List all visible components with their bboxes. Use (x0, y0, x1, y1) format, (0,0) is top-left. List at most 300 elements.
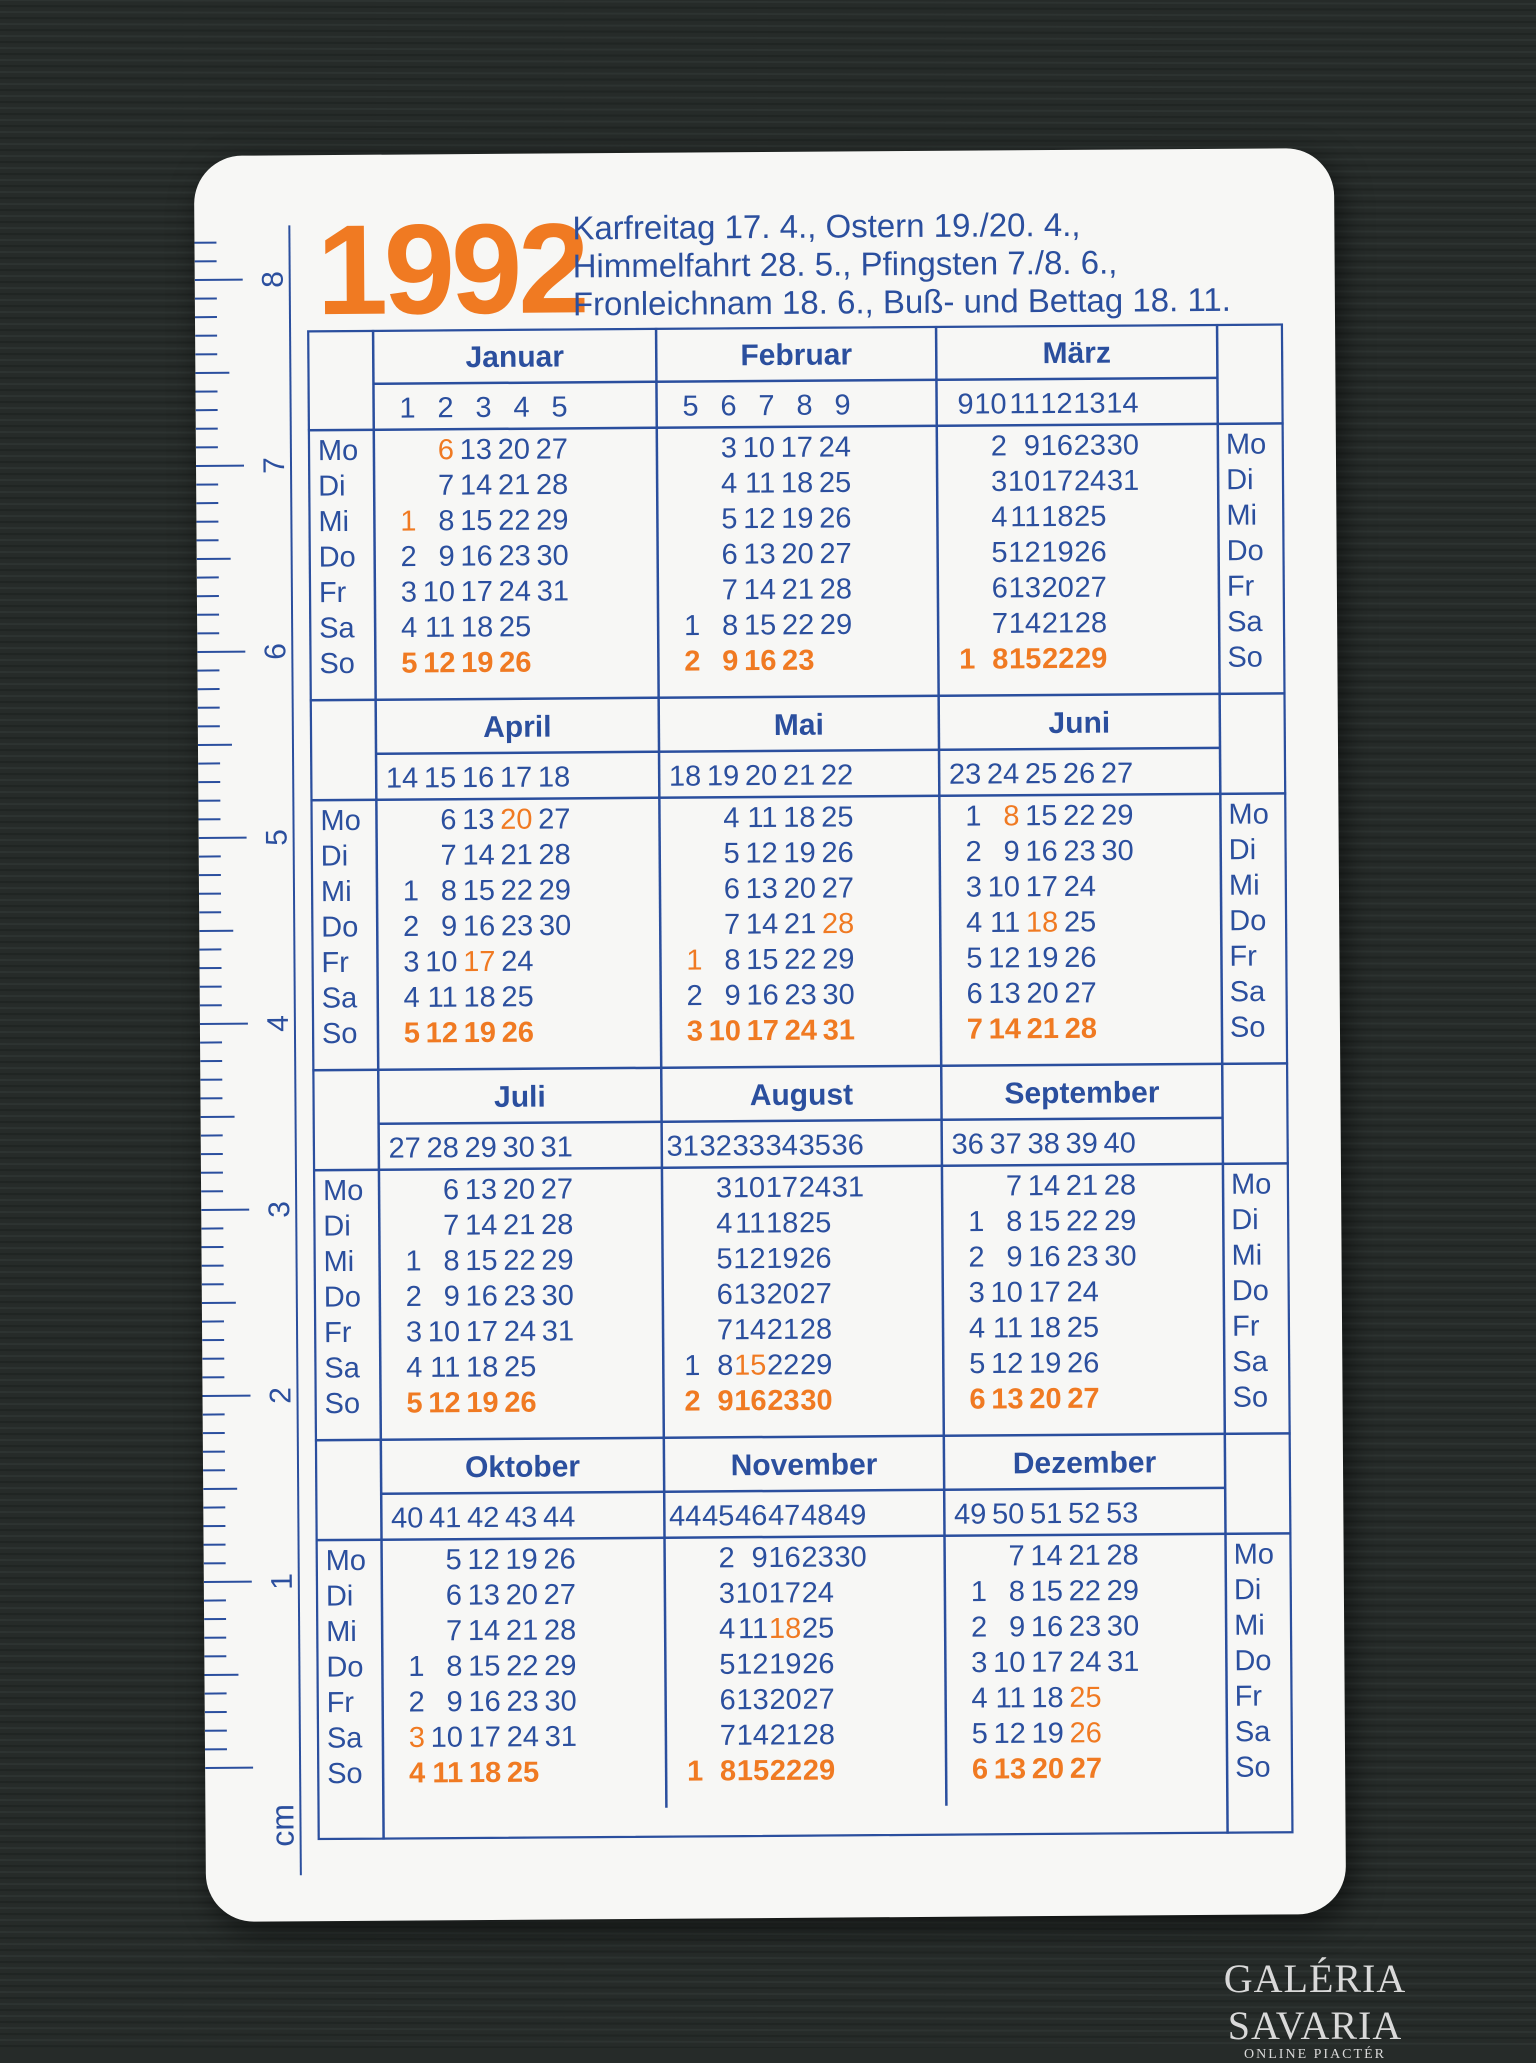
month-name: Dezember (1013, 1446, 1157, 1480)
week-number: 7 (758, 390, 774, 422)
calendar-date: 1 (684, 610, 700, 642)
calendar-date: 4 (966, 907, 982, 939)
month-name: Januar (465, 340, 564, 374)
calendar-date: 23 (498, 540, 530, 572)
calendar-date: 17 (769, 1577, 801, 1609)
calendar-date: 29 (539, 874, 571, 906)
sunday-date: 26 (499, 647, 531, 679)
calendar-date: 22 (1063, 800, 1095, 832)
calendar-date: 8 (438, 505, 454, 537)
week-number: 28 (426, 1132, 458, 1164)
week-number: 49 (954, 1499, 986, 1531)
calendar-date: 9 (751, 1542, 767, 1574)
grid-line (941, 1066, 944, 1436)
calendar-date: 18 (1031, 1682, 1063, 1714)
sunday-date: 5 (401, 647, 417, 679)
week-number: 42 (467, 1502, 499, 1534)
calendar-date: 2 (965, 836, 981, 868)
sunday-date: 10 (709, 1015, 741, 1047)
calendar-date: 9 (444, 1281, 460, 1313)
week-number: 52 (1068, 1498, 1100, 1530)
calendar-date: 13 (743, 538, 775, 570)
calendar-date: 27 (819, 538, 851, 570)
calendar-date: 18 (461, 611, 493, 643)
sunday-date: 11 (432, 1757, 463, 1789)
sunday-date: 25 (507, 1757, 539, 1789)
holiday-date: 8 (1003, 800, 1019, 832)
calendar-date: 14 (737, 1720, 769, 1752)
holiday-date: 3 (409, 1722, 425, 1754)
calendar-date: 14 (468, 1615, 500, 1647)
watermark-title: GALÉRIA SAVARIA (1145, 1955, 1485, 2049)
holiday-date: 26 (1070, 1717, 1102, 1749)
sunday-date: 31 (823, 1014, 855, 1046)
calendar-date: 13 (746, 873, 778, 905)
calendar-date: 29 (800, 1349, 832, 1381)
calendar-date: 5 (966, 943, 982, 975)
week-number: 30 (502, 1132, 534, 1164)
calendar-year: 1992 (316, 205, 586, 335)
calendar-date: 12 (745, 837, 777, 869)
calendar-date: 30 (822, 979, 854, 1011)
ruler-number: 4 (262, 1015, 295, 1032)
holiday-line: Karfreitag 17. 4., Ostern 19./20. 4., (572, 205, 1230, 248)
sunday-date: 27 (1067, 1383, 1099, 1415)
weekday-label: Sa (319, 612, 356, 644)
calendar-date: 21 (506, 1615, 538, 1647)
calendar-date: 11 (747, 802, 777, 834)
calendar-date: 7 (438, 470, 454, 502)
calendar-date: 22 (767, 1349, 799, 1381)
calendar-date: 30 (834, 1541, 866, 1573)
week-number: 49 (834, 1499, 866, 1531)
week-number: 21 (783, 760, 815, 792)
calendar-date: 16 (463, 910, 495, 942)
calendar-date: 28 (800, 1314, 832, 1346)
calendar-date: 22 (506, 1650, 538, 1682)
week-number: 17 (500, 762, 532, 794)
pocket-calendar-card (194, 148, 1346, 1922)
calendar-date: 11 (745, 467, 775, 499)
ruler-number: 7 (258, 457, 291, 474)
calendar-date: 11 (1010, 501, 1040, 533)
week-number: 46 (735, 1500, 767, 1532)
week-number: 14 (1106, 387, 1138, 419)
calendar-date: 19 (1041, 536, 1073, 568)
calendar-date: 3 (406, 1316, 422, 1348)
grid-line (312, 1063, 1288, 1070)
week-number: 26 (1063, 758, 1095, 790)
calendar-date: 15 (746, 944, 778, 976)
ruler-unit: cm (264, 1804, 300, 1847)
week-number: 27 (1101, 757, 1133, 789)
ruler-number: 6 (259, 643, 292, 660)
calendar-date: 20 (498, 434, 530, 466)
calendar-date: 23 (503, 1280, 535, 1312)
calendar-date: 14 (744, 574, 776, 606)
weekday-label: Mi (1229, 870, 1260, 902)
week-number: 12 (1040, 388, 1072, 420)
weekday-label: Sa (324, 1352, 361, 1384)
month-name: September (1004, 1076, 1160, 1110)
calendar-date: 13 (462, 804, 494, 836)
calendar-date: 18 (466, 1351, 498, 1383)
holiday-date: 20 (500, 804, 532, 836)
calendar-date: 1 (684, 1350, 700, 1382)
calendar-date: 21 (770, 1719, 802, 1751)
calendar-date: 16 (1028, 1241, 1060, 1273)
week-number: 53 (1106, 1497, 1138, 1529)
calendar-date: 27 (541, 1173, 573, 1205)
sunday-date: 22 (770, 1755, 802, 1787)
sunday-date: 9 (717, 1385, 733, 1417)
calendar-date: 21 (1042, 607, 1074, 639)
calendar-date: 20 (766, 1278, 798, 1310)
week-number: 36 (951, 1129, 983, 1161)
calendar-date: 1 (408, 1651, 424, 1683)
calendar-date: 2 (408, 1686, 424, 1718)
calendar-date: 25 (802, 1613, 834, 1645)
calendar-date: 21 (767, 1314, 799, 1346)
calendar-date: 30 (539, 910, 571, 942)
weekday-label: So (1232, 1382, 1268, 1414)
calendar-date: 25 (799, 1207, 831, 1239)
calendar-date: 24 (1069, 1646, 1101, 1678)
calendar-date: 17 (766, 1172, 798, 1204)
calendar-date: 2 (971, 1611, 987, 1643)
holiday-line: Himmelfahrt 28. 5., Pfingsten 7./8. 6., (572, 243, 1230, 286)
sunday-date: 15 (1009, 643, 1041, 675)
sunday-date: 18 (469, 1757, 501, 1789)
week-number: 14 (386, 762, 418, 794)
calendar-date: 28 (536, 469, 568, 501)
weekday-label: Mi (1226, 500, 1257, 532)
calendar-date: 24 (802, 1577, 834, 1609)
week-number: 40 (391, 1502, 423, 1534)
weekday-label: Sa (1235, 1716, 1272, 1748)
calendar-date: 29 (544, 1650, 576, 1682)
weekday-label: Di (326, 1580, 354, 1612)
calendar-date: 13 (733, 1279, 765, 1311)
sunday-date: 30 (800, 1385, 832, 1417)
month-name: August (750, 1078, 854, 1112)
calendar-date: 16 (1041, 430, 1073, 462)
calendar-date: 27 (544, 1579, 576, 1611)
holiday-date: 18 (769, 1613, 801, 1645)
calendar-date: 15 (1025, 800, 1057, 832)
calendar-date: 19 (1026, 942, 1058, 974)
weekday-label: Mo (1234, 1538, 1275, 1570)
calendar-date: 24 (1074, 465, 1106, 497)
grid-line (310, 793, 1286, 800)
calendar-date: 3 (716, 1172, 732, 1204)
calendar-date: 30 (1104, 1240, 1136, 1272)
sunday-date: 29 (803, 1755, 835, 1787)
calendar-date: 6 (724, 873, 740, 905)
calendar-date: 22 (1069, 1575, 1101, 1607)
calendar-date: 2 (991, 430, 1007, 462)
calendar-date: 16 (768, 1542, 800, 1574)
calendar-date: 24 (499, 576, 531, 608)
calendar-date: 27 (799, 1278, 831, 1310)
calendar-date: 13 (736, 1684, 768, 1716)
calendar-date: 30 (536, 540, 568, 572)
holiday-date: 28 (822, 908, 854, 940)
sunday-date: 21 (1027, 1013, 1059, 1045)
calendar-date: 28 (1106, 1539, 1138, 1571)
weekday-label: Di (1226, 464, 1254, 496)
weekday-label: Do (326, 1651, 363, 1683)
calendar-date: 23 (506, 1686, 538, 1718)
week-number: 34 (765, 1130, 797, 1162)
holiday-date: 1 (400, 505, 416, 537)
sunday-date: 12 (423, 647, 455, 679)
calendar-date: 3 (719, 1578, 735, 1610)
weekday-label: Fr (327, 1687, 355, 1719)
grid-line (373, 378, 1217, 384)
calendar-date: 25 (1064, 906, 1096, 938)
calendar-date: 20 (1042, 572, 1074, 604)
holiday-date: 17 (463, 946, 495, 978)
calendar-date: 22 (784, 944, 816, 976)
ruler-number: 3 (263, 1201, 296, 1218)
calendar-date: 27 (536, 433, 568, 465)
calendar-date: 17 (461, 576, 493, 608)
calendar-date: 12 (994, 1718, 1026, 1750)
sunday-date: 2 (684, 1385, 700, 1417)
grid-line (310, 693, 1286, 700)
grid-line (376, 748, 1220, 754)
calendar-date: 6 (966, 978, 982, 1010)
calendar-date: 16 (1025, 835, 1057, 867)
week-number: 51 (1030, 1498, 1062, 1530)
calendar-date: 23 (801, 1542, 833, 1574)
month-name: Februar (740, 338, 852, 372)
calendar-date: 5 (991, 537, 1007, 569)
calendar-date: 17 (469, 1721, 501, 1753)
holiday-date: 15 (734, 1350, 766, 1382)
calendar-date: 18 (766, 1207, 798, 1239)
calendar-date: 17 (466, 1316, 498, 1348)
calendar-date: 12 (991, 1348, 1023, 1380)
calendar-date: 5 (972, 1718, 988, 1750)
sunday-date: 1 (687, 1755, 703, 1787)
week-number: 19 (707, 760, 739, 792)
sunday-date: 27 (1070, 1753, 1102, 1785)
month-name: Juni (1048, 707, 1110, 740)
calendar-date: 12 (736, 1649, 768, 1681)
calendar-date: 23 (1063, 835, 1095, 867)
calendar-date: 8 (722, 610, 738, 642)
weekday-label: Mo (318, 435, 359, 467)
calendar-date: 9 (441, 911, 457, 943)
calendar-grid (307, 323, 1294, 1840)
grid-line (944, 1436, 947, 1806)
calendar-date: 4 (971, 1682, 987, 1714)
grid-line (316, 1533, 1292, 1540)
ruler-number: 2 (264, 1387, 297, 1404)
week-number: 1 (399, 392, 415, 424)
calendar-date: 28 (538, 839, 570, 871)
calendar-date: 25 (501, 981, 533, 1013)
calendar-date: 14 (734, 1314, 766, 1346)
calendar-date: 7 (440, 840, 456, 872)
weekday-label: Sa (1232, 1346, 1269, 1378)
calendar-date: 8 (1006, 1206, 1022, 1238)
calendar-date: 10 (428, 1316, 460, 1348)
week-number: 20 (745, 760, 777, 792)
weekday-label: Fr (1229, 941, 1257, 973)
calendar-date: 22 (503, 1245, 535, 1277)
calendar-date: 4 (716, 1208, 732, 1240)
calendar-date: 23 (784, 979, 816, 1011)
calendar-date: 25 (819, 467, 851, 499)
calendar-date: 28 (1104, 1169, 1136, 1201)
week-number: 5 (551, 391, 567, 423)
calendar-date: 11 (993, 1312, 1023, 1344)
calendar-date: 5 (719, 1649, 735, 1681)
calendar-date: 5 (721, 503, 737, 535)
week-number: 6 (720, 390, 736, 422)
weekday-label: Fr (324, 1317, 352, 1349)
week-number: 15 (424, 762, 456, 794)
calendar-date: 20 (769, 1684, 801, 1716)
holiday-date: 18 (1026, 906, 1058, 938)
calendar-date: 3 (971, 1647, 987, 1679)
calendar-date: 26 (543, 1543, 575, 1575)
sunday-date: 22 (1042, 643, 1074, 675)
calendar-date: 11 (735, 1208, 765, 1240)
grid-line (379, 1118, 1223, 1124)
calendar-date: 21 (1066, 1170, 1098, 1202)
week-number: 48 (801, 1500, 833, 1532)
ruler-number: 1 (266, 1573, 299, 1590)
month-name: April (483, 711, 552, 744)
sunday-date: 12 (426, 1017, 458, 1049)
weekday-label: Mo (326, 1545, 367, 1577)
calendar-date: 27 (802, 1684, 834, 1716)
calendar-date: 21 (784, 908, 816, 940)
calendar-date: 19 (1032, 1717, 1064, 1749)
calendar-date: 27 (538, 803, 570, 835)
calendar-date: 20 (506, 1579, 538, 1611)
calendar-date: 16 (746, 979, 778, 1011)
weekday-label: Fr (1227, 571, 1255, 603)
calendar-date: 14 (1030, 1540, 1062, 1572)
week-number: 33 (732, 1130, 764, 1162)
calendar-date: 10 (988, 871, 1020, 903)
calendar-date: 24 (507, 1721, 539, 1753)
weekday-label: So (1235, 1752, 1271, 1784)
weekday-label: Mi (318, 506, 349, 538)
calendar-date: 24 (799, 1172, 831, 1204)
weekday-label: Di (1229, 834, 1257, 866)
calendar-date: 4 (723, 802, 739, 834)
weekday-label: So (322, 1018, 358, 1050)
calendar-date: 6 (721, 539, 737, 571)
watermark-subtitle: ONLINE PIACTÉR (1145, 2047, 1485, 2063)
calendar-date: 26 (1064, 942, 1096, 974)
sunday-date: 6 (969, 1384, 985, 1416)
calendar-date: 21 (498, 469, 530, 501)
calendar-date: 7 (446, 1615, 462, 1647)
calendar-date: 31 (542, 1315, 574, 1347)
calendar-date: 11 (430, 1352, 460, 1384)
calendar-date: 19 (769, 1648, 801, 1680)
calendar-date: 4 (719, 1613, 735, 1645)
calendar-date: 10 (423, 576, 455, 608)
calendar-date: 10 (733, 1172, 765, 1204)
calendar-date: 9 (446, 1686, 462, 1718)
calendar-date: 29 (1104, 1205, 1136, 1237)
calendar-date: 11 (738, 1613, 768, 1645)
calendar-date: 6 (443, 1174, 459, 1206)
calendar-date: 1 (965, 801, 981, 833)
weekday-label: Fr (1232, 1311, 1260, 1343)
calendar-date: 10 (990, 1277, 1022, 1309)
calendar-date: 24 (1066, 1276, 1098, 1308)
calendar-date: 7 (720, 1720, 736, 1752)
calendar-date: 14 (1028, 1170, 1060, 1202)
calendar-date: 8 (724, 944, 740, 976)
calendar-date: 11 (995, 1682, 1025, 1714)
calendar-date: 31 (832, 1171, 864, 1203)
calendar-date: 2 (406, 1281, 422, 1313)
calendar-date: 24 (1064, 871, 1096, 903)
weekday-label: So (327, 1758, 363, 1790)
week-number: 23 (949, 759, 981, 791)
calendar-date: 22 (498, 505, 530, 537)
calendar-date: 21 (1068, 1540, 1100, 1572)
calendar-date: 31 (537, 575, 569, 607)
calendar-date: 7 (717, 1314, 733, 1346)
sunday-date: 26 (502, 1017, 534, 1049)
week-number: 25 (1025, 758, 1057, 790)
weekday-label: Sa (1227, 606, 1264, 638)
weekday-label: Sa (322, 982, 359, 1014)
weekday-label: Mo (320, 805, 361, 837)
week-number: 24 (987, 758, 1019, 790)
weekday-label: Do (1227, 535, 1264, 567)
calendar-date: 3 (991, 466, 1007, 498)
weekday-label: Do (319, 541, 356, 573)
sunday-date: 19 (461, 647, 493, 679)
weekday-label: Do (1229, 905, 1266, 937)
calendar-date: 18 (1041, 501, 1073, 533)
week-number: 45 (702, 1500, 734, 1532)
sunday-date: 2 (684, 645, 700, 677)
calendar-date: 7 (722, 574, 738, 606)
calendar-date: 24 (501, 946, 533, 978)
week-number: 31 (540, 1131, 572, 1163)
calendar-date: 25 (821, 801, 853, 833)
calendar-date: 29 (1107, 1575, 1139, 1607)
calendar-date: 31 (1107, 1646, 1139, 1678)
sunday-date: 14 (989, 1013, 1021, 1045)
calendar-date: 5 (716, 1243, 732, 1275)
ruler-number: 5 (261, 829, 294, 846)
weekday-label: Sa (327, 1722, 364, 1754)
week-number: 50 (992, 1498, 1024, 1530)
calendar-date: 25 (1067, 1312, 1099, 1344)
calendar-date: 15 (465, 1245, 497, 1277)
sunday-date: 9 (722, 645, 738, 677)
calendar-date: 31 (1107, 465, 1139, 497)
ruler-number: 8 (257, 271, 290, 288)
calendar-date: 30 (1107, 1610, 1139, 1642)
calendar-date: 25 (504, 1351, 536, 1383)
calendar-date: 3 (721, 432, 737, 464)
